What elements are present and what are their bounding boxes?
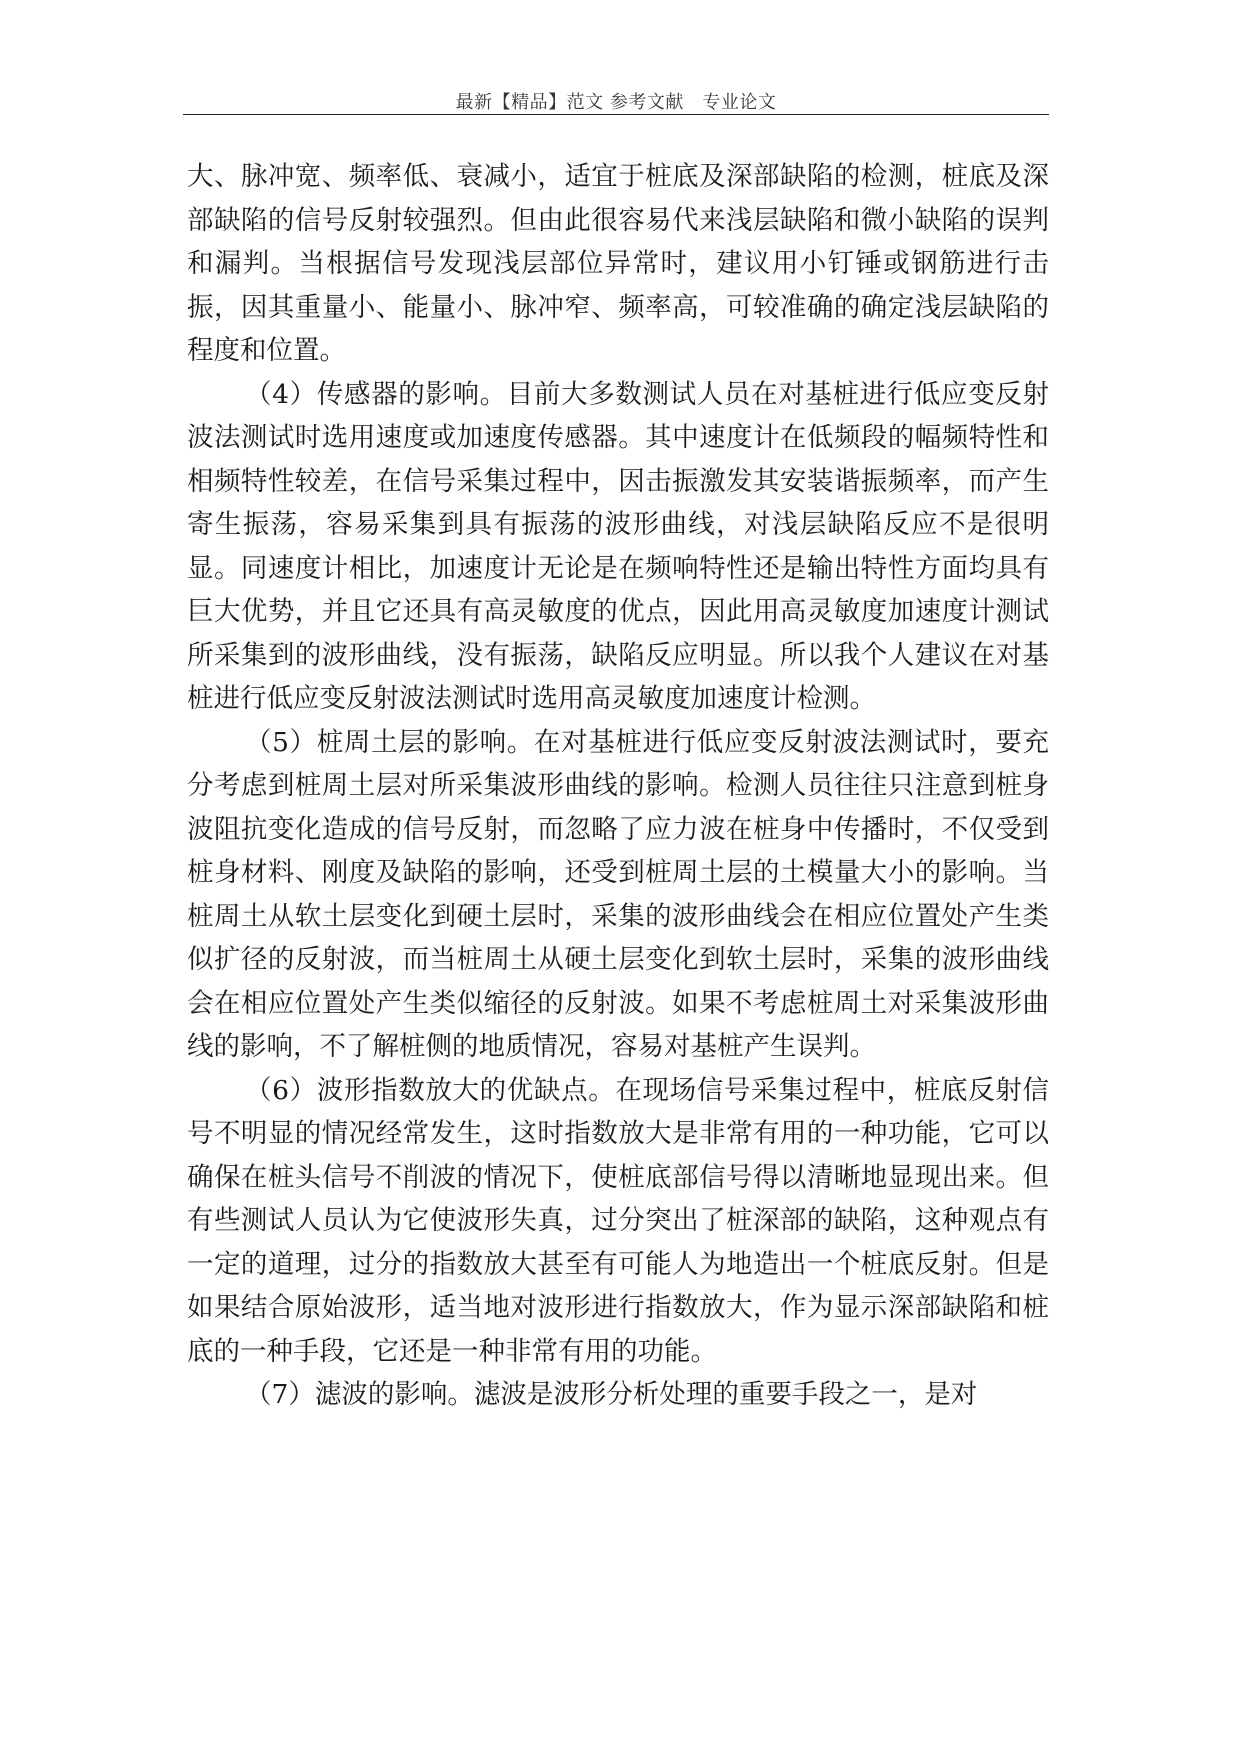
paragraph-soil-layer-influence: （5）桩周土层的影响。在对基桩进行低应变反射波法测试时，要充分考虑到桩周土层对所采集波形曲线的影响。检测人员往往只注意到桩身波阻抗变化造成的信号反射，而忽略了应力波在桩身中传播时，不仅受到桩身材料、刚度及缺陷的影响，还受到桩周土层的土模量大小的影响。当桩周土从软土层变化到硬土层时，采集的波形曲线会在相应位置处产生类似扩径的反射波，而当桩周土从硬土层变化到软土层时，采集的波形曲线会在相应位置处产生类似缩径的反射波。如果不考虑桩周土对采集波形曲线的影响，不了解桩侧的地质情况，容易对基桩产生误判。 (187, 726, 1049, 1062)
paragraph-continuation: 大、脉冲宽、频率低、衰减小，适宜于桩底及深部缺陷的检测，桩底及深部缺陷的信号反射较强烈。但由此很容易代来浅层缺陷和微小缺陷的误判和漏判。当根据信号发现浅层部位异常时，建议用小钉锤或钢筋进行击振，因其重量小、能量小、脉冲窄、频率高，可较准确的确定浅层缺陷的程度和位置。 (187, 161, 1049, 366)
paragraph-sensor-influence: （4）传感器的影响。目前大多数测试人员在对基桩进行低应变反射波法测试时选用速度或加速度传感器。其中速度计在低频段的幅频特性和相频特性较差，在信号采集过程中，因击振激发其安装谐振频率，而产生寄生振荡，容易采集到具有振荡的波形曲线，对浅层缺陷反应不是很明显。同速度计相比，加速度计无论是在频响特性还是输出特性方面均具有巨大优势，并且它还具有高灵敏度的优点，因此用高灵敏度加速度计测试所采集到的波形曲线，没有振荡，缺陷反应明显。所以我个人建议在对基桩进行低应变反射波法测试时选用高灵敏度加速度计检测。 (187, 378, 1049, 714)
header-divider (183, 114, 1049, 115)
paragraph-exponential-amplification: （6）波形指数放大的优缺点。在现场信号采集过程中，桩底反射信号不明显的情况经常发生，这时指数放大是非常有用的一种功能，它可以确保在桩头信号不削波的情况下，使桩底部信号得以清晰地显现出来。但有些测试人员认为它使波形失真，过分突出了桩深部的缺陷，这种观点有一定的道理，过分的指数放大甚至有可能人为地造出一个桩底反射。但是如果结合原始波形，适当地对波形进行指数放大，作为显示深部缺陷和桩底的一种手段，它还是一种非常有用的功能。 (187, 1074, 1049, 1367)
paragraph-filtering-influence: （7）滤波的影响。滤波是波形分析处理的重要手段之一，是对 (245, 1379, 978, 1410)
document-body (187, 155, 1049, 1417)
page-header: 最新【精品】范文 参考文献 专业论文 (455, 92, 777, 113)
